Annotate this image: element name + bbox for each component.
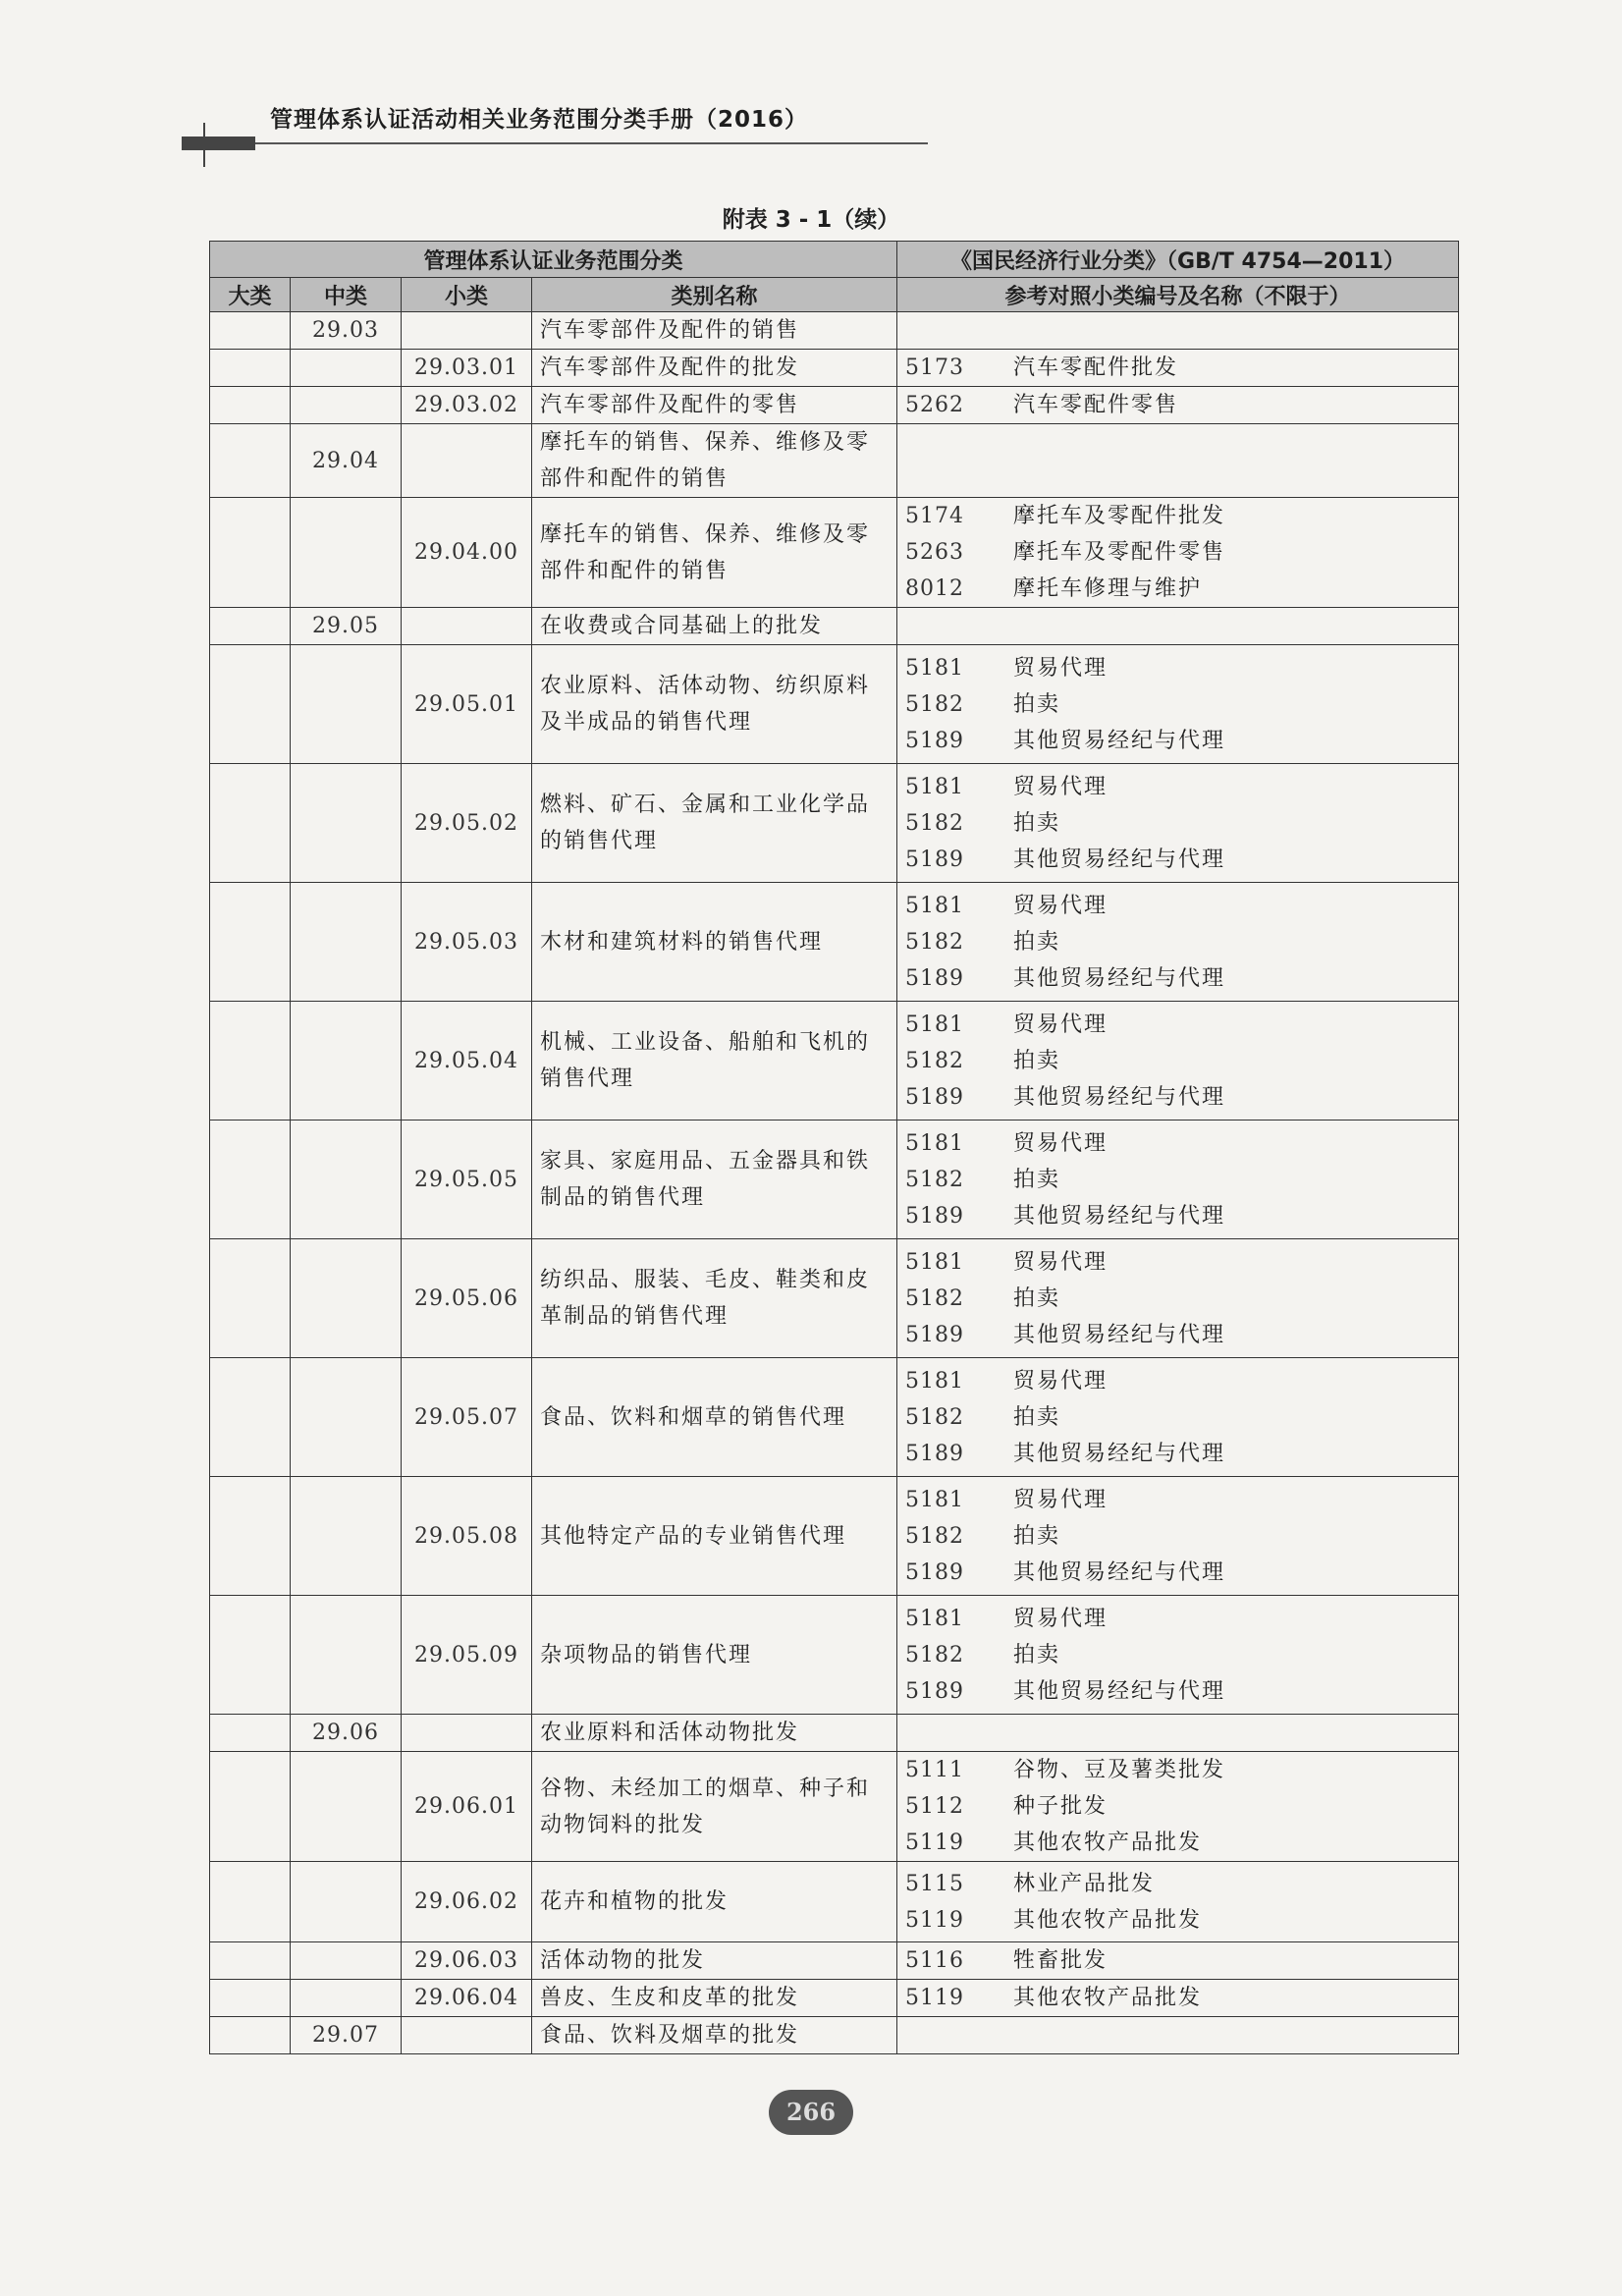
cell-reference: [897, 350, 1459, 387]
table-row: [210, 424, 1459, 498]
reference-item: [905, 1673, 1450, 1710]
cell-medium-code: 29.04: [291, 424, 402, 498]
cell-major: [210, 1942, 291, 1980]
reference-code: 5182: [905, 1404, 965, 1430]
reference-code: 5181: [905, 1487, 965, 1512]
reference-code: 5189: [905, 1559, 965, 1585]
reference-name: 其他贸易经纪与代理: [1013, 1322, 1226, 1347]
cell-category-name: 机械、工业设备、船舶和飞机的销售代理: [532, 1002, 897, 1121]
reference-item: [905, 686, 1450, 723]
reference-code: 5111: [905, 1758, 965, 1782]
cell-minor-code: 29.05.07: [402, 1358, 532, 1477]
reference-name: 拍卖: [1013, 810, 1061, 836]
cell-category-name: 活体动物的批发: [532, 1942, 897, 1980]
table-row: [210, 1715, 1459, 1752]
cell-category-name: 农业原料和活体动物批发: [532, 1715, 897, 1752]
reference-code: 5182: [905, 691, 965, 717]
reference-code: 5116: [905, 1948, 965, 1973]
cell-category-name: 食品、饮料及烟草的批发: [532, 2017, 897, 2054]
cell-minor-code: [402, 608, 532, 645]
cell-major: [210, 764, 291, 883]
reference-item: [905, 1942, 1450, 1979]
cell-reference: [897, 1752, 1459, 1862]
cell-major: [210, 1477, 291, 1596]
table-row: [210, 387, 1459, 424]
reference-item: [905, 1244, 1450, 1281]
reference-name: 贸易代理: [1013, 1606, 1108, 1631]
table-row: [210, 1239, 1459, 1358]
cell-minor-code: 29.03.01: [402, 350, 532, 387]
reference-item: [905, 1601, 1450, 1637]
cell-major: [210, 1239, 291, 1358]
table-row: [210, 1596, 1459, 1715]
cell-major: [210, 312, 291, 350]
reference-code: 5181: [905, 1011, 965, 1037]
reference-name: 拍卖: [1013, 1285, 1061, 1311]
cell-category-name: 花卉和植物的批发: [532, 1862, 897, 1942]
reference-name: 摩托车及零配件零售: [1013, 540, 1226, 565]
reference-name: 谷物、豆及薯类批发: [1013, 1758, 1226, 1782]
cell-medium-code: 29.06: [291, 1715, 402, 1752]
cell-category-name: 食品、饮料和烟草的销售代理: [532, 1358, 897, 1477]
reference-item: [905, 888, 1450, 924]
reference-code: 5189: [905, 1203, 965, 1229]
reference-name: 摩托车修理与维护: [1013, 576, 1203, 601]
reference-code: 5189: [905, 1322, 965, 1347]
cell-reference: [897, 2017, 1459, 2054]
cell-category-name: 家具、家庭用品、五金器具和铁制品的销售代理: [532, 1121, 897, 1239]
reference-name: 其他贸易经纪与代理: [1013, 1559, 1226, 1585]
reference-code: 5119: [905, 1831, 965, 1855]
reference-name: 贸易代理: [1013, 893, 1108, 918]
cell-reference: [897, 312, 1459, 350]
table-row: [210, 2017, 1459, 2054]
header-bar-decoration: [182, 137, 255, 150]
table-row: [210, 764, 1459, 883]
cell-minor-code: 29.06.04: [402, 1980, 532, 2017]
reference-code: 5182: [905, 1642, 965, 1667]
reference-item: [905, 1482, 1450, 1518]
reference-name: 其他贸易经纪与代理: [1013, 1441, 1226, 1466]
cell-medium-code: [291, 764, 402, 883]
cell-category-name: 纺织品、服装、毛皮、鞋类和皮革制品的销售代理: [532, 1239, 897, 1358]
table-row: [210, 883, 1459, 1002]
reference-code: 5182: [905, 929, 965, 955]
reference-item: [905, 1436, 1450, 1472]
reference-item: [905, 1198, 1450, 1234]
reference-item: [905, 1162, 1450, 1198]
cell-reference: [897, 1862, 1459, 1942]
cell-minor-code: 29.03.02: [402, 387, 532, 424]
reference-item: [905, 924, 1450, 960]
reference-code: 5182: [905, 1523, 965, 1549]
reference-name: 拍卖: [1013, 1167, 1061, 1192]
cell-medium-code: [291, 1358, 402, 1477]
reference-code: 5112: [905, 1794, 965, 1819]
cell-medium-code: [291, 1477, 402, 1596]
cell-major: [210, 645, 291, 764]
cell-category-name: 在收费或合同基础上的批发: [532, 608, 897, 645]
cell-medium-code: [291, 1239, 402, 1358]
reference-name: 其他贸易经纪与代理: [1013, 1203, 1226, 1229]
cell-medium-code: [291, 1596, 402, 1715]
reference-code: 5181: [905, 1368, 965, 1394]
table-row: [210, 1477, 1459, 1596]
page-number: 266: [769, 2090, 853, 2135]
cell-minor-code: 29.05.05: [402, 1121, 532, 1239]
reference-item: [905, 1866, 1450, 1902]
cell-minor-code: 29.05.03: [402, 883, 532, 1002]
reference-name: 其他贸易经纪与代理: [1013, 728, 1226, 753]
reference-name: 拍卖: [1013, 1523, 1061, 1549]
cell-major: [210, 1596, 291, 1715]
cell-minor-code: [402, 2017, 532, 2054]
reference-item: [905, 1902, 1450, 1939]
reference-code: 5173: [905, 355, 965, 380]
reference-code: 5115: [905, 1871, 965, 1896]
reference-code: 5181: [905, 1130, 965, 1156]
cell-minor-code: 29.05.09: [402, 1596, 532, 1715]
cell-major: [210, 883, 291, 1002]
cell-major: [210, 387, 291, 424]
cell-reference: [897, 424, 1459, 498]
reference-item: [905, 1399, 1450, 1436]
reference-code: 5174: [905, 504, 965, 528]
cell-major: [210, 498, 291, 608]
reference-name: 其他农牧产品批发: [1013, 1986, 1203, 2010]
reference-name: 贸易代理: [1013, 1368, 1108, 1394]
cell-category-name: 摩托车的销售、保养、维修及零部件和配件的销售: [532, 424, 897, 498]
reference-name: 贸易代理: [1013, 774, 1108, 799]
cell-minor-code: [402, 312, 532, 350]
cell-major: [210, 1862, 291, 1942]
reference-code: 5119: [905, 1907, 965, 1933]
table-row: [210, 1980, 1459, 2017]
cell-minor-code: [402, 1715, 532, 1752]
cell-medium-code: [291, 645, 402, 764]
table-caption: 附表 3 - 1（续）: [722, 207, 900, 233]
reference-code: 5189: [905, 1084, 965, 1110]
reference-name: 拍卖: [1013, 1642, 1061, 1667]
running-header-title: 管理体系认证活动相关业务范围分类手册（2016）: [270, 107, 809, 133]
cell-medium-code: [291, 1980, 402, 2017]
cell-medium-code: 29.07: [291, 2017, 402, 2054]
cell-reference: [897, 764, 1459, 883]
scope-classification-table: [209, 241, 1459, 2054]
reference-code: 8012: [905, 576, 965, 601]
cell-major: [210, 1980, 291, 2017]
reference-code: 5189: [905, 728, 965, 753]
reference-name: 其他贸易经纪与代理: [1013, 847, 1226, 872]
cell-minor-code: 29.05.02: [402, 764, 532, 883]
cell-category-name: 汽车零部件及配件的零售: [532, 387, 897, 424]
reference-item: [905, 960, 1450, 997]
table-row: [210, 312, 1459, 350]
cell-major: [210, 1752, 291, 1862]
cell-reference: [897, 883, 1459, 1002]
cell-reference: [897, 608, 1459, 645]
cell-reference: [897, 498, 1459, 608]
reference-item: [905, 534, 1450, 571]
cell-reference: [897, 1942, 1459, 1980]
cell-medium-code: [291, 883, 402, 1002]
reference-code: 5189: [905, 847, 965, 872]
reference-code: 5263: [905, 540, 965, 565]
reference-name: 贸易代理: [1013, 1011, 1108, 1037]
reference-code: 5182: [905, 1167, 965, 1192]
reference-name: 汽车零配件批发: [1013, 355, 1179, 380]
cell-category-name: 谷物、未经加工的烟草、种子和动物饲料的批发: [532, 1752, 897, 1862]
cell-major: [210, 1715, 291, 1752]
cell-category-name: 汽车零部件及配件的销售: [532, 312, 897, 350]
reference-item: [905, 1043, 1450, 1079]
cell-major: [210, 2017, 291, 2054]
cell-minor-code: 29.06.03: [402, 1942, 532, 1980]
reference-code: 5189: [905, 965, 965, 991]
reference-name: 其他农牧产品批发: [1013, 1907, 1203, 1933]
header-group-left: 管理体系认证业务范围分类: [210, 242, 897, 278]
reference-code: 5182: [905, 1285, 965, 1311]
reference-name: 拍卖: [1013, 929, 1061, 955]
cell-minor-code: 29.05.06: [402, 1239, 532, 1358]
reference-item: [905, 1752, 1450, 1788]
cell-medium-code: [291, 1942, 402, 1980]
reference-item: [905, 1825, 1450, 1861]
cell-major: [210, 1358, 291, 1477]
reference-item: [905, 842, 1450, 878]
reference-name: 其他贸易经纪与代理: [1013, 965, 1226, 991]
reference-code: 5181: [905, 774, 965, 799]
running-header: [182, 93, 928, 144]
cell-reference: [897, 1002, 1459, 1121]
cell-reference: [897, 1239, 1459, 1358]
reference-item: [905, 350, 1450, 386]
reference-name: 其他贸易经纪与代理: [1013, 1678, 1226, 1704]
table-row: [210, 608, 1459, 645]
cell-category-name: 其他特定产品的专业销售代理: [532, 1477, 897, 1596]
reference-code: 5119: [905, 1986, 965, 2010]
reference-code: 5189: [905, 1441, 965, 1466]
cell-major: [210, 1121, 291, 1239]
cell-major: [210, 1002, 291, 1121]
cell-medium-code: [291, 498, 402, 608]
reference-item: [905, 1281, 1450, 1317]
reference-name: 种子批发: [1013, 1794, 1108, 1819]
table-row: [210, 350, 1459, 387]
cell-reference: [897, 1358, 1459, 1477]
cell-major: [210, 424, 291, 498]
reference-code: 5262: [905, 393, 965, 417]
reference-name: 贸易代理: [1013, 1487, 1108, 1512]
cell-reference: [897, 1477, 1459, 1596]
reference-name: 其他贸易经纪与代理: [1013, 1084, 1226, 1110]
cell-category-name: 汽车零部件及配件的批发: [532, 350, 897, 387]
cell-category-name: 农业原料、活体动物、纺织原料及半成品的销售代理: [532, 645, 897, 764]
cell-category-name: 摩托车的销售、保养、维修及零部件和配件的销售: [532, 498, 897, 608]
cell-major: [210, 608, 291, 645]
cell-reference: [897, 1121, 1459, 1239]
reference-name: 林业产品批发: [1013, 1871, 1156, 1896]
cell-minor-code: 29.05.01: [402, 645, 532, 764]
reference-item: [905, 1125, 1450, 1162]
reference-code: 5181: [905, 1606, 965, 1631]
reference-name: 拍卖: [1013, 691, 1061, 717]
reference-name: 贸易代理: [1013, 1130, 1108, 1156]
col-header-reference: 参考对照小类编号及名称（不限于）: [897, 278, 1459, 312]
cell-category-name: 木材和建筑材料的销售代理: [532, 883, 897, 1002]
cell-minor-code: 29.06.01: [402, 1752, 532, 1862]
table-row: [210, 1358, 1459, 1477]
reference-name: 贸易代理: [1013, 655, 1108, 681]
cell-reference: [897, 1715, 1459, 1752]
cell-medium-code: [291, 1002, 402, 1121]
cell-reference: [897, 387, 1459, 424]
reference-name: 摩托车及零配件批发: [1013, 504, 1226, 528]
col-header-medium: 中类: [291, 278, 402, 312]
cell-medium-code: [291, 1862, 402, 1942]
reference-name: 拍卖: [1013, 1404, 1061, 1430]
cell-medium-code: [291, 1752, 402, 1862]
reference-item: [905, 769, 1450, 805]
reference-code: 5189: [905, 1678, 965, 1704]
reference-name: 牲畜批发: [1013, 1948, 1108, 1973]
reference-item: [905, 1637, 1450, 1673]
reference-code: 5182: [905, 1048, 965, 1073]
reference-item: [905, 1518, 1450, 1555]
cell-minor-code: 29.06.02: [402, 1862, 532, 1942]
reference-item: [905, 1007, 1450, 1043]
reference-item: [905, 571, 1450, 607]
cell-minor-code: 29.04.00: [402, 498, 532, 608]
cell-minor-code: 29.05.08: [402, 1477, 532, 1596]
cell-major: [210, 350, 291, 387]
cell-reference: [897, 645, 1459, 764]
table-row: [210, 645, 1459, 764]
cell-reference: [897, 1980, 1459, 2017]
cell-category-name: 兽皮、生皮和皮革的批发: [532, 1980, 897, 2017]
reference-code: 5181: [905, 655, 965, 681]
cell-medium-code: [291, 1121, 402, 1239]
reference-code: 5182: [905, 810, 965, 836]
col-header-major: 大类: [210, 278, 291, 312]
col-header-minor: 小类: [402, 278, 532, 312]
reference-name: 其他农牧产品批发: [1013, 1831, 1203, 1855]
table-row: [210, 1862, 1459, 1942]
reference-item: [905, 1363, 1450, 1399]
reference-name: 汽车零配件零售: [1013, 393, 1179, 417]
table-row: [210, 1002, 1459, 1121]
table-row: [210, 1752, 1459, 1862]
col-header-category-name: 类别名称: [532, 278, 897, 312]
table-row: [210, 498, 1459, 608]
reference-item: [905, 498, 1450, 534]
reference-item: [905, 387, 1450, 423]
cell-minor-code: [402, 424, 532, 498]
cell-medium-code: [291, 350, 402, 387]
reference-name: 贸易代理: [1013, 1249, 1108, 1275]
table-row: [210, 1121, 1459, 1239]
reference-item: [905, 723, 1450, 759]
reference-item: [905, 805, 1450, 842]
cell-reference: [897, 1596, 1459, 1715]
header-group-right: 《国民经济行业分类》（GB/T 4754—2011）: [897, 242, 1459, 278]
reference-item: [905, 1555, 1450, 1591]
header-vertical-line: [203, 123, 205, 167]
reference-item: [905, 1079, 1450, 1116]
cell-minor-code: 29.05.04: [402, 1002, 532, 1121]
reference-item: [905, 1788, 1450, 1825]
cell-medium-code: 29.03: [291, 312, 402, 350]
reference-item: [905, 650, 1450, 686]
table-body: [210, 312, 1459, 2054]
cell-medium-code: 29.05: [291, 608, 402, 645]
cell-category-name: 燃料、矿石、金属和工业化学品的销售代理: [532, 764, 897, 883]
cell-medium-code: [291, 387, 402, 424]
reference-name: 拍卖: [1013, 1048, 1061, 1073]
table-row: [210, 1942, 1459, 1980]
reference-code: 5181: [905, 893, 965, 918]
reference-code: 5181: [905, 1249, 965, 1275]
reference-item: [905, 1317, 1450, 1353]
reference-item: [905, 1980, 1450, 2016]
cell-category-name: 杂项物品的销售代理: [532, 1596, 897, 1715]
